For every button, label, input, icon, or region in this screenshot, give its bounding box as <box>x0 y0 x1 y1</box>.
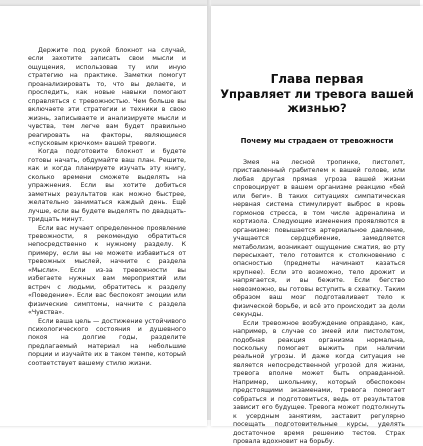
left-paragraph-2: Когда подготовите блокнот и будете готовы начать, обдумайте ваш план. Решите, как и когда планируете изучать эту книгу, сколько времени сможете выделять на упражнения. Если вы хотите добиться заметных результатов как можно быстрее, желательно заниматься каждый день. Ещё лучше, если вы будете выделять по двадцать-тридцать минут. <box>28 148 186 224</box>
chapter-title: Управляет ли тревога вашей жизнью? <box>220 87 414 115</box>
right-paragraph-2: Если тревожное возбуждение оправдано, как, например, в случае со змеей или пистолетом, подобная реакция организма нормальна, поскольку помогает выжить при наличии реальной угрозы. И даже когда ситуация не является непосредственной угрозой для жизни, тревога вполне может быть оправданной. Например, школьнику, который обеспокоен предстоящими экзаменами, тревога помогает собраться и подготовиться, ведь от результатов зависит его будущее. Тревога может подтолкнуть к усердным занятиям, заставит регулярно посещать подготовительные курсы, уделять достаточное время решению тестов. Страх провала вдохновит на борьбу. <box>233 319 405 445</box>
left-paragraph-3: Если вас мучает определенное проявление тревожности, я рекомендую обратиться непосредственно к нужному разделу. К примеру, если вы не можете избавиться от тревожных мыслей, начните с раздела «Мысли». Если из-за тревожности вы избегаете нужных вам мероприятий или встреч с людьми, обратитесь к разделу «Поведение». Если вас беспокоят эмоции или физические симптомы, начните с раздела «Чувства». <box>28 224 186 317</box>
left-paragraph-1: Держите под рукой блокнот на случай, если захотите записать свои мысли и ощущения, использовав ту или иную стратегию на практике. Заметки помогут проанализировать то, что вы делаете, и проследить, как новые навыки помогают справляться с тревожностью. Чем больше вы включаете эти стратегии и техники в свою жизнь, записываете и анализируете мысли и чувства, тем легче вам будет правильно реагировать на факторы, являющиеся «спусковым крючком» вашей тревоги. <box>28 47 186 147</box>
section-title: Почему мы страдаем от тревожности <box>240 137 394 145</box>
left-page <box>0 6 207 426</box>
right-page <box>211 6 423 445</box>
chapter-label: Глава первая <box>270 72 364 86</box>
right-page-body <box>233 159 405 446</box>
left-page-body <box>28 47 186 368</box>
right-paragraph-1: Змея на лесной тропинке, пистолет, приставленный грабителем к вашей голове, или любая другая прямая угроза вашей жизни спровоцирует в вашем организме реакцию «бей или беги». В таких ситуациях симпатическая нервная система стимулирует выброс в кровь гормонов стресса, в том числе адреналина и кортизола. Следующие изменения проявляются в организме: повышается артериальное давление, учащается сердцебиение, замедляется метаболизм, возникает ощущение сжатия, во рту пересыхает, тело готовится к столкновению с опасностью (предметы начинают казаться крупнее). Если это возможно, тело дрожит и напрягается, и вы бежите. Если бегство невозможно, вы готовы вступить в схватку. Таким образом ваш мозг подготавливает тело к физической борьбе, и всё это происходит за доли секунды. <box>233 159 405 319</box>
left-paragraph-4: Если ваша цель — достижение устойчивого психологического состояния и душевного покоя на долгие годы, разделите предлагаемый материал на небольшие порции и изучайте их в таком темпе, который соответствует вашему стилю жизни. <box>28 317 186 367</box>
